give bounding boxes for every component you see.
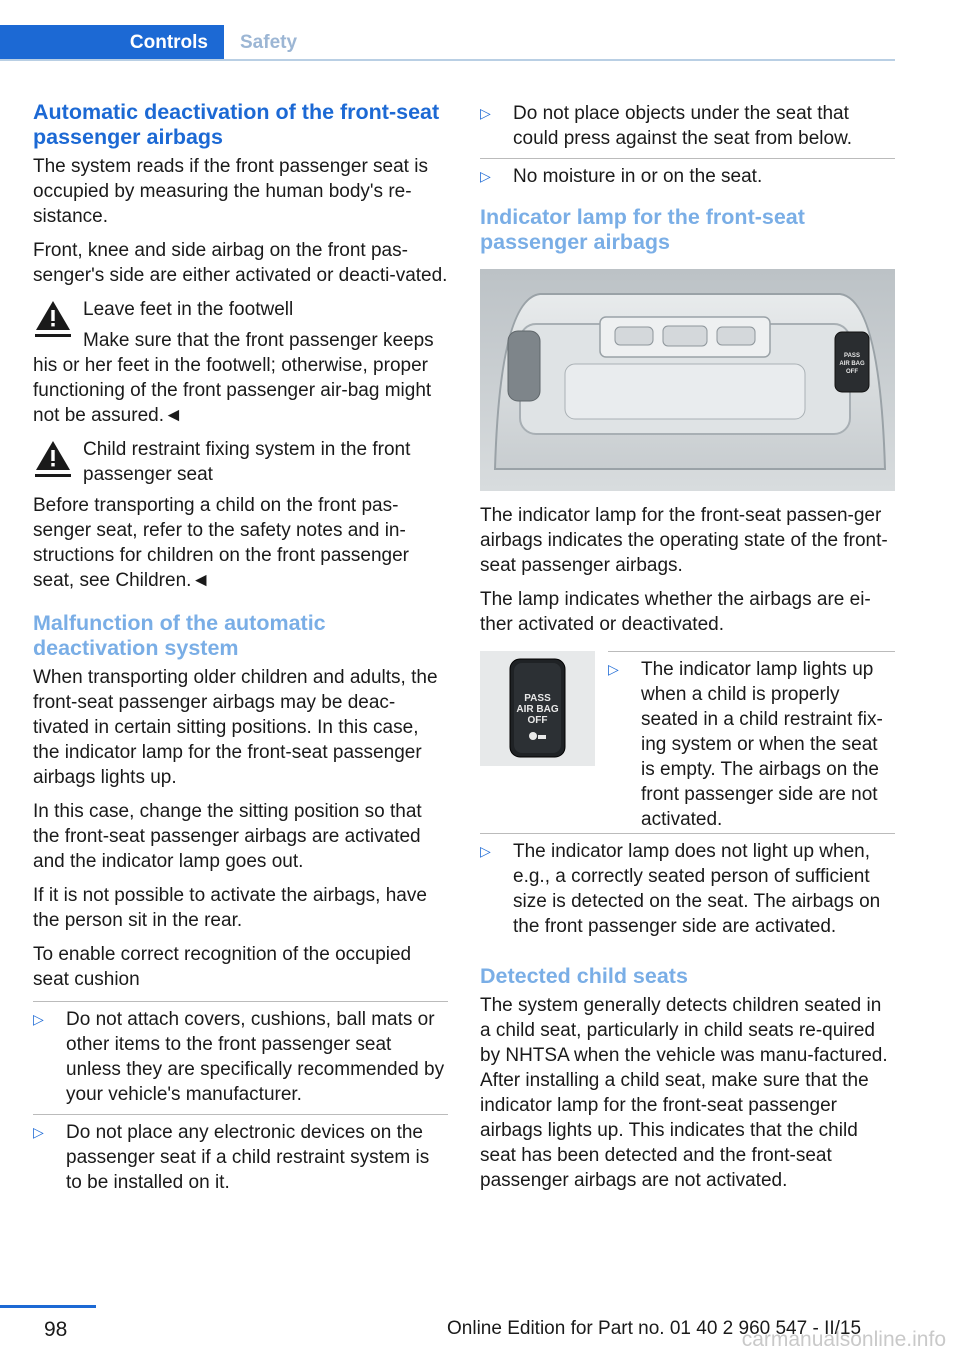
bullet-arrow-icon: ▷ [33,1011,44,1027]
paragraph: To enable correct recognition of the occupied seat cushion [33,944,412,990]
svg-text:PASS: PASS [844,353,860,359]
list-item: ▷ No moisture in or on the seat. [480,166,763,187]
paragraph: When transporting older children and adults, the front-seat passenger airbags may be deac-tivated in certain sitting positions. In this case, the indicator lamp for the front-seat passenger airbags lights up. [33,667,438,788]
page-number: 98 [44,1318,68,1341]
header-rule [0,59,895,61]
lamp-description [480,651,895,833]
list-item: ▷ The indicator lamp lights up when a child is properly seated in a child restraint fix-ing system or when the seat is empty. The airbags on the front passenger side are not activated. [608,659,883,830]
warning-body: Make sure that the front passenger keeps his or her feet in the footwell; otherwise, proper functioning of the front passenger air-bag might not be assured.◄ [33,330,434,426]
bullet-list [480,96,895,196]
bullet-list [480,833,895,946]
warning-title: Child restraint fixing system in the front passenger seat [83,439,411,485]
heading-detected-child-seats: Detected child seats [480,964,688,988]
paragraph: The system generally detects children seated in a child seat, particularly in child seats re-quired by NHTSA when the vehicle was manu-factured. After installing a child seat, make sure that the indicator lamp for the front-seat passenger airbags lights up. This indicates that the child seat has been detected and the front-seat passenger airbags are not activated. [480,995,888,1191]
list-item: ▷ Do not place objects under the seat that could press against the seat from below. [480,96,895,159]
right-column [480,100,895,1202]
bullet-arrow-icon: ▷ [480,168,491,184]
watermark: carmanualsonline.info [741,1328,946,1351]
warning-block [33,437,448,593]
paragraph: The indicator lamp for the front-seat passen-ger airbags indicates the operating state of the front-seat passenger airbags. [480,505,888,576]
heading-automatic-deactivation: Automatic deactivation of the front-seat passenger airbags [33,100,440,149]
paragraph: Front, knee and side airbag on the front pas-senger's side are either activated or deacti-vated. [33,240,448,286]
paragraph: The system reads if the front passenger seat is occupied by measuring the human body's re-sistance. [33,156,428,227]
tab-safety[interactable]: Safety [240,32,298,53]
list-item: ▷ The indicator lamp does not light up when, e.g., a correctly seated person of sufficient size is detected on the seat. The airbags on the front passenger side are activated. [480,841,881,937]
bullet-arrow-icon: ▷ [480,843,491,859]
heading-indicator-lamp: Indicator lamp for the front-seat passenger airbags [480,205,805,254]
list-item: ▷ Do not attach covers, cushions, ball mats or other items to the front passenger seat unless they are specifically recommended by your vehicle's manufacturer. [33,1002,448,1115]
footer-rule [0,1305,96,1308]
warning-body: Before transporting a child on the front pas-senger seat, refer to the safety notes and in-structions for children on the front passenger seat, see Children.◄ [33,495,409,591]
paragraph: If it is not possible to activate the airbags, have the person sit in the rear. [33,885,427,931]
overhead-console-image [480,269,895,491]
svg-text:AIR BAG: AIR BAG [839,361,865,367]
list-item: ▷ Do not place any electronic devices on the passenger seat if a child restraint system is to be installed on it. [33,1122,430,1193]
svg-text:PASS: PASS [524,693,551,704]
left-column [33,100,448,1211]
bullet-arrow-icon: ▷ [33,1124,44,1140]
warning-block [33,297,448,428]
bullet-arrow-icon: ▷ [608,661,619,677]
bullet-list [33,1001,448,1202]
paragraph: The lamp indicates whether the airbags are ei-ther activated or deactivated. [480,589,871,635]
top-nav [0,25,895,61]
warning-title: Leave feet in the footwell [83,299,294,320]
svg-text:OFF: OFF [527,715,548,726]
heading-malfunction: Malfunction of the automatic deactivation system [33,611,326,660]
bullet-list [608,651,895,839]
tab-controls[interactable]: Controls [0,25,224,61]
bullet-arrow-icon: ▷ [480,105,491,121]
svg-text:AIR BAG: AIR BAG [516,704,559,715]
paragraph: In this case, change the sitting position so that the front-seat passenger airbags are activated and the indicator lamp goes out. [33,801,422,872]
warning-icon [33,437,73,481]
edition-text: Online Edition for Part no. 01 40 2 960 547 - II/15 [447,1318,862,1339]
warning-icon [33,297,73,341]
pass-airbag-off-lamp-image [480,651,595,766]
svg-text:OFF: OFF [846,369,858,375]
